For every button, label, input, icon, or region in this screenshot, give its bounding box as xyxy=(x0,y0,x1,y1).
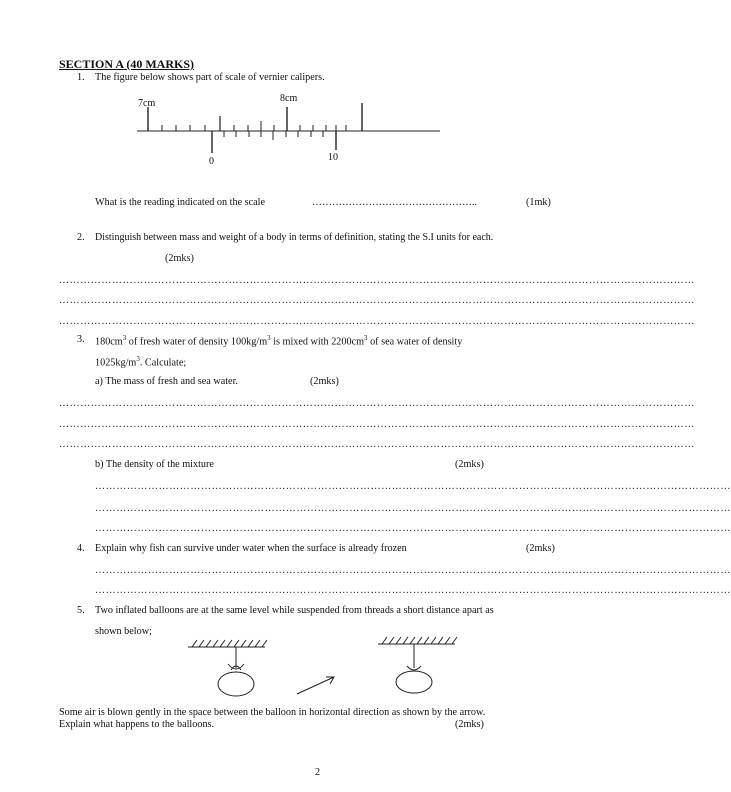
left-ceiling-support xyxy=(188,640,267,647)
question-1-number: 1. xyxy=(77,72,85,83)
q3-sea-density-label: of sea water of density xyxy=(367,336,463,348)
question-1-prompt: What is the reading indicated on the scale xyxy=(95,197,266,208)
superscript: 3 xyxy=(122,334,127,342)
superscript: 3 xyxy=(267,334,271,342)
vernier-label-0: 0 xyxy=(209,156,214,167)
question-4-answer-line-1[interactable]: ……………………………………………………………………………………………………………………………………………………………… xyxy=(95,565,731,576)
question-4-answer-line-2[interactable]: ……………………………………………………………………………………………………………………………………………………………… xyxy=(95,585,731,596)
question-2-marks: (2mks) xyxy=(165,253,194,264)
question-1-marks: (1mk) xyxy=(526,197,551,208)
question-3a-answer-line-3[interactable]: ……………………………………………………………………………………………………………………………………………………………… xyxy=(59,439,695,450)
question-5-followup-line-2: Explain what happens to the balloons. xyxy=(59,719,215,730)
question-3a-marks: (2mks) xyxy=(310,376,339,387)
question-2-text: Distinguish between mass and weight of a body in terms of definition, stating the S.I units for each. xyxy=(95,232,494,243)
question-5-text-line-2: shown below; xyxy=(95,626,152,637)
vernier-label-10: 10 xyxy=(328,152,338,163)
question-5-number: 5. xyxy=(77,605,85,616)
right-knot xyxy=(407,666,421,670)
main-scale-minor-ticks xyxy=(162,121,336,131)
left-knot xyxy=(228,664,244,670)
question-2-answer-line-2[interactable]: ……………………………………………………………………………………………………………………………………………………………… xyxy=(59,295,695,306)
q3-calculate: . Calculate; xyxy=(139,357,187,369)
section-title: SECTION A (40 MARKS) xyxy=(59,57,195,71)
question-2-number: 2. xyxy=(77,232,85,243)
question-3b-text: b) The density of the mixture xyxy=(95,459,214,470)
question-5-marks: (2mks) xyxy=(455,719,484,730)
question-1-answer-line[interactable]: ………………………………………….. xyxy=(312,197,477,208)
scale-label-8cm: 8cm xyxy=(280,93,298,104)
question-3a-text: a) The mass of fresh and sea water. xyxy=(95,376,238,387)
right-balloon xyxy=(396,671,432,693)
question-3b-answer-line-3[interactable]: ……………………………………………………………………………………………………………………………………………………………… xyxy=(95,523,731,534)
question-4-text: Explain why fish can survive under water when the surface is already frozen xyxy=(95,543,407,554)
question-3b-answer-line-1[interactable]: ……………………………………………………………………………………………………………………………………………………………… xyxy=(95,481,731,492)
q3-sea-volume: is mixed with 2200cm xyxy=(270,336,365,348)
question-5-followup-line-1: Some air is blown gently in the space between the balloon in horizontal direction as shown by the arrow. xyxy=(59,707,486,718)
question-2-answer-line-3[interactable]: ……………………………………………………………………………………………………………………………………………………………… xyxy=(59,316,695,327)
scale-label-7cm: 7cm xyxy=(138,98,156,109)
question-3-line-2 xyxy=(95,355,186,368)
left-balloon xyxy=(218,672,254,696)
q3-fresh-density: of fresh water of density 100kg/m xyxy=(126,336,268,348)
question-3a-answer-line-1[interactable]: ……………………………………………………………………………………………………………………………………………………………… xyxy=(59,398,695,409)
question-4-marks: (2mks) xyxy=(526,543,555,554)
superscript: 3 xyxy=(136,355,140,363)
air-flow-arrowhead xyxy=(326,677,334,684)
question-1-text: The figure below shows part of scale of vernier calipers. xyxy=(95,72,325,83)
question-3a-answer-line-2[interactable]: ……………………………………………………………………………………………………………………………………………………………… xyxy=(59,419,695,430)
question-3-number: 3. xyxy=(77,334,85,345)
page-number: 2 xyxy=(315,767,321,778)
question-3b-marks: (2mks) xyxy=(455,459,484,470)
question-3-line-1 xyxy=(95,334,462,347)
question-2-answer-line-1[interactable]: ……………………………………………………………………………………………………………………………………………………………… xyxy=(59,275,695,286)
superscript: 3 xyxy=(364,334,368,342)
right-ceiling-support xyxy=(378,637,457,644)
question-4-number: 4. xyxy=(77,543,85,554)
q3-sea-density: 1025kg/m xyxy=(95,357,137,369)
question-3b-answer-line-2[interactable]: ……………………………………………………………………………………………………………………………………………………………… xyxy=(95,503,731,514)
vernier-minor-ticks xyxy=(224,131,323,140)
air-flow-arrow xyxy=(297,677,334,694)
question-5-text-line-1: Two inflated balloons are at the same level while suspended from threads a short distance apart as xyxy=(95,605,494,616)
q3-fresh-volume: 180cm xyxy=(95,336,123,348)
